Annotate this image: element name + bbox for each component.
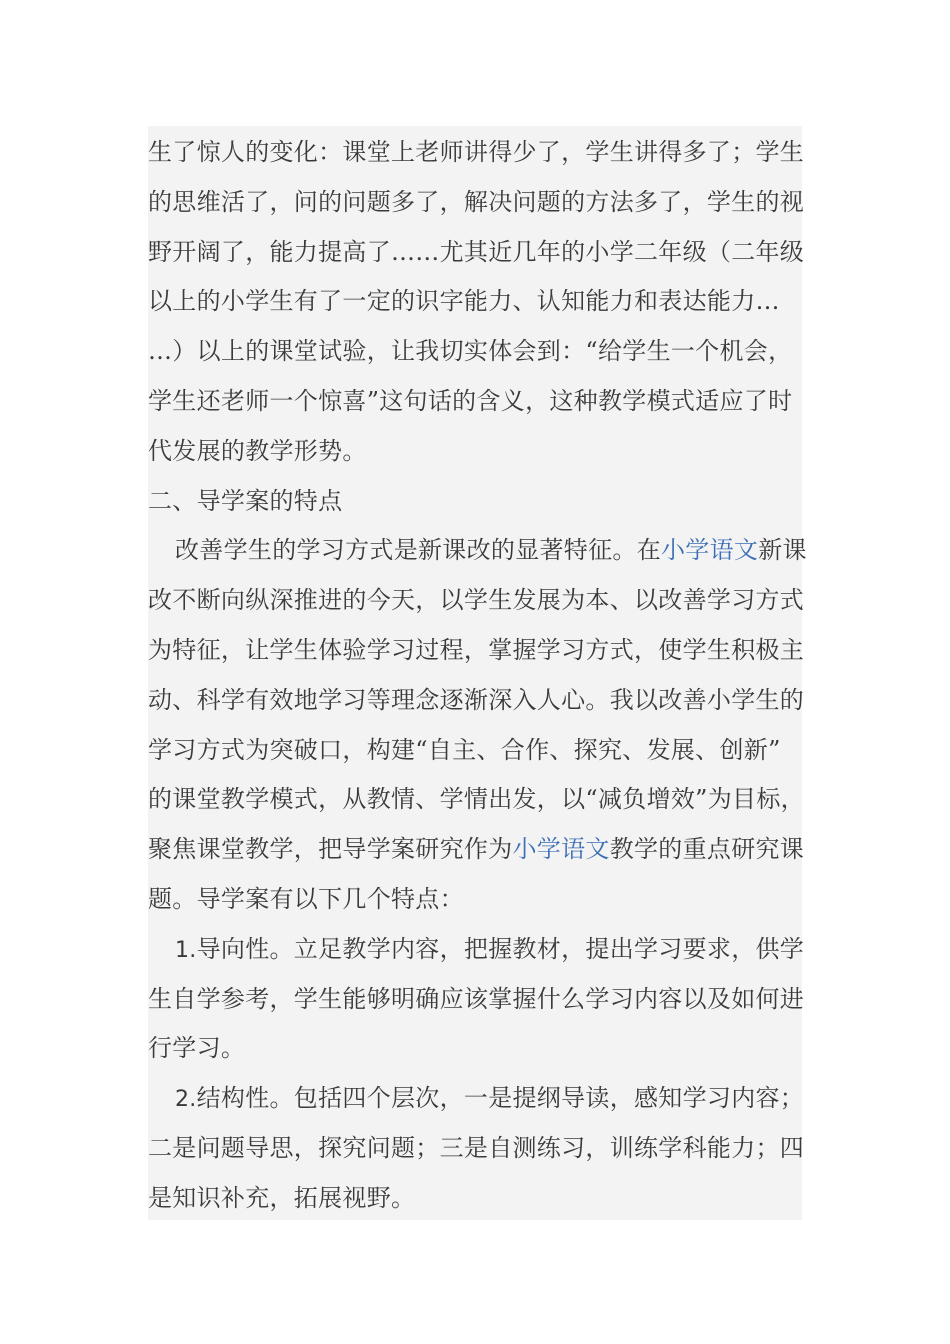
paragraph-line: 题。导学案有以下几个特点：: [148, 884, 464, 913]
paragraph-line: 的思维活了，问的问题多了，解决问题的方法多了，学生的视: [148, 187, 805, 216]
paragraph-line: 为特征，让学生体验学习过程，掌握学习方式，使学生积极主: [148, 635, 805, 664]
text-span: 导向性。立足教学内容，把握教材，提出学习要求，供学: [196, 934, 805, 963]
paragraph-line: 学生还老师一个惊喜”这句话的含义，这种教学模式适应了时: [148, 386, 793, 415]
list-number: 1.: [175, 937, 197, 963]
link-xiaoxue-yuwen[interactable]: 小学语文: [512, 835, 610, 864]
paragraph-line: 野开阔了，能力提高了……尤其近几年的小学二年级（二年级: [148, 237, 805, 266]
document-page: [148, 126, 807, 1220]
text-span: 聚焦课堂教学，把导学案研究作为: [148, 835, 513, 864]
paragraph-line: 生了惊人的变化：课堂上老师讲得少了，学生讲得多了；学生: [148, 138, 805, 166]
list-item-1: [148, 925, 805, 975]
paragraph-line: 学习方式为突破口，构建“自主、合作、探究、发展、创新”: [148, 735, 781, 764]
paragraph-line: 是知识补充，拓展视野。: [148, 1183, 416, 1212]
text-span: 改善学生的学习方式是新课改的显著特征。在: [175, 536, 661, 565]
paragraph-line: 行学习。: [148, 1034, 246, 1063]
paragraph-line: 的课堂教学模式，从教情、学情出发，以“减负增效”为目标，: [148, 785, 805, 814]
paragraph-line: 二是问题导思，探究问题；三是自测练习，训练学科能力；四: [148, 1133, 805, 1162]
paragraph-line: 改不断向纵深推进的今天，以学生发展为本、以改善学习方式: [148, 586, 805, 615]
paragraph-line: 动、科学有效地学习等理念逐渐深入人心。我以改善小学生的: [148, 685, 805, 714]
paragraph-line: 以上的小学生有了一定的识字能力、认知能力和表达能力…: [148, 287, 780, 316]
list-number: 2.: [175, 1087, 197, 1113]
link-xiaoxue-yuwen[interactable]: 小学语文: [661, 536, 759, 565]
paragraph-line: [148, 825, 805, 875]
list-item-2: [148, 1074, 805, 1124]
section-heading: 二、导学案的特点: [148, 486, 343, 515]
document-body: [148, 126, 807, 1224]
text-span: 结构性。包括四个层次，一是提纲导读，感知学习内容；: [196, 1084, 805, 1113]
text-span: 新课: [758, 536, 807, 565]
text-span: 教学的重点研究课: [609, 835, 805, 864]
paragraph-line: [148, 526, 807, 576]
paragraph-line: 代发展的教学形势。: [148, 436, 367, 465]
paragraph-line: …）以上的课堂试验，让我切实体会到：“给学生一个机会，: [148, 337, 793, 366]
paragraph-line: 生自学参考，学生能够明确应该掌握什么学习内容以及如何进: [148, 984, 805, 1013]
